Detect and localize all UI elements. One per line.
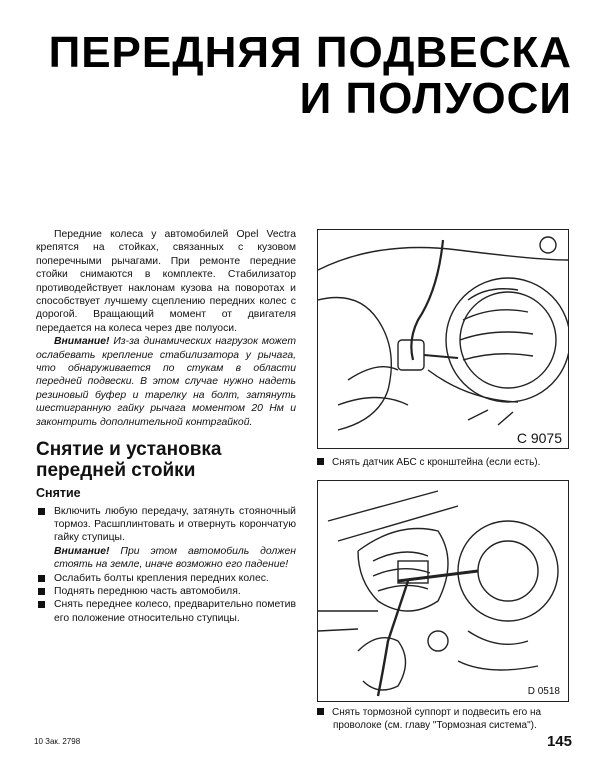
warning-text: Из-за динамических нагрузок может ослабевать крепление стабилизатора у рычага, что обнаруживается по стукам в области передней подвески. В этом случае нужно надеть резиновый буфер и тарелку на болт, затянуть шестигранную гайку рычага моментом 20 Нм и законтрить дополнительной контргайкой. (36, 336, 296, 428)
bullet-square-icon (38, 575, 45, 582)
bullet-square-icon (38, 508, 45, 515)
step-warning-label: Внимание! (54, 545, 110, 557)
step-warning-text: При этом автомобиль должен стоять на земле, иначе возможно его падение! (54, 545, 296, 571)
bullet-square-icon (317, 458, 324, 465)
figure-2-code: D 0518 (527, 686, 560, 697)
section-heading: Снятие и установка передней стойки (36, 439, 222, 482)
step-warning (36, 545, 296, 572)
abs-sensor-illustration (318, 230, 568, 448)
figure-1-caption-text: Снять датчик АБС с кронштейна (если есть). (332, 457, 541, 468)
bullet-square-icon (38, 601, 45, 608)
section-subheading: Снятие (36, 486, 81, 501)
intro-warning (36, 335, 296, 429)
left-column (36, 228, 296, 625)
bullet-square-icon (317, 708, 324, 715)
step-4 (36, 598, 296, 625)
figure-1-code: C 9075 (516, 430, 562, 446)
bullet-square-icon (38, 588, 45, 595)
figure-brake-caliper (317, 480, 569, 702)
step-4-text: Снять переднее колесо, предварительно пометив его положение относительно ступицы. (54, 599, 296, 624)
figure-2-caption-line-2: проволоке (см. главу "Тормозная система"). (333, 720, 537, 731)
brake-caliper-illustration (318, 481, 568, 701)
title-line-2: И ПОЛУОСИ (299, 74, 572, 123)
page-number: 145 (546, 733, 572, 750)
step-2-text: Ослабить болты крепления передних колес. (54, 572, 269, 584)
page-title (49, 30, 572, 122)
figure-abs-sensor (317, 229, 569, 449)
figure-1-caption (317, 456, 577, 469)
step-1 (36, 505, 296, 545)
figure-2-caption (317, 706, 577, 732)
step-3 (36, 585, 296, 598)
step-1-text: Включить любую передачу, затянуть стояночный тормоз. Расшплинтовать и отвернуть корончатую гайку ступицы. (54, 505, 296, 544)
warning-label: Внимание! (54, 336, 110, 348)
figure-2-caption-line-1: Снять тормозной суппорт и подвесить его на (332, 707, 542, 718)
title-line-1: ПЕРЕДНЯЯ ПОДВЕСКА (48, 28, 572, 77)
step-3-text: Поднять переднюю часть автомобиля. (54, 585, 241, 597)
intro-paragraph: Передние колеса у автомобилей Opel Vectra крепятся на стойках, связанных с кузовом поперечными рычагами. При ремонте передние стойки снимаются в комплекте. Стабилизатор противодействует наклонам кузова на поворотах и способствует лучшему сцеплению передних колес с дорогой. Вращающий момент от двигателя передается на колеса через две полуоси. (36, 229, 296, 334)
footer-order-number: 10 Зак. 2798 (34, 737, 81, 746)
step-2 (36, 572, 296, 585)
